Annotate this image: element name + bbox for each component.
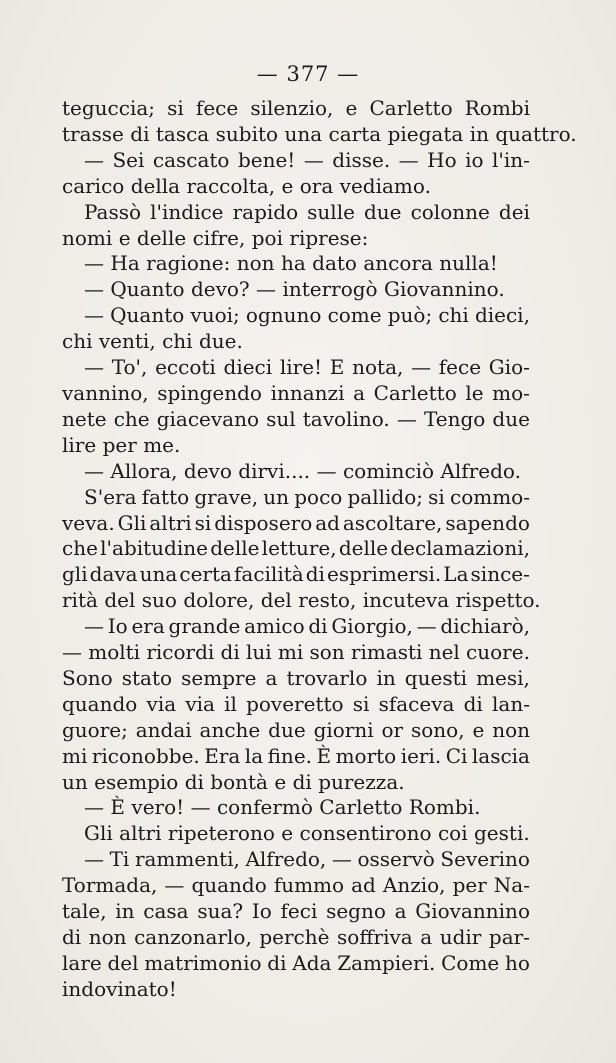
word: cuore.: [466, 640, 530, 665]
word: ad: [315, 510, 340, 535]
word: a: [394, 899, 407, 924]
word: a: [265, 665, 278, 690]
word: colonne: [410, 199, 490, 224]
word: nota,: [352, 355, 404, 380]
page-number: — 377 —: [256, 62, 360, 86]
word: Rombi: [464, 96, 530, 120]
word: trovarlo: [286, 665, 368, 690]
word: vuoi;: [190, 303, 240, 328]
word: canzonarlo,: [134, 925, 252, 949]
word: spingendo: [157, 380, 262, 405]
text-line: [62, 666, 530, 692]
word: ho: [505, 950, 530, 975]
word: due: [268, 717, 306, 742]
word: vero!: [131, 795, 185, 820]
word: fece: [195, 96, 239, 120]
text-line: [62, 485, 530, 511]
word: Carletto: [319, 795, 403, 820]
word: e: [472, 717, 485, 742]
word: ragione:: [146, 251, 231, 276]
word: Severino: [440, 847, 530, 872]
word: Giorgio,: [331, 614, 413, 639]
word: sfaceva: [378, 691, 455, 716]
word: ripeterono: [167, 821, 275, 846]
word: devo: [183, 458, 232, 483]
word: sua?: [197, 899, 244, 924]
word: quando: [191, 873, 267, 898]
word: vediamo.: [339, 173, 431, 198]
word: poi: [251, 225, 283, 250]
word: l'in-: [492, 147, 530, 172]
word: —: [164, 873, 185, 898]
text-line: [62, 407, 530, 433]
word: e: [281, 821, 294, 846]
word: —: [84, 458, 104, 483]
word: Na-: [493, 873, 530, 898]
word: certa: [179, 562, 232, 587]
word: bene!: [237, 147, 296, 172]
word: commo-: [450, 484, 530, 509]
text-line: [62, 174, 530, 200]
word: esprimersi.: [326, 562, 442, 587]
word: chi: [62, 329, 93, 354]
word: delle: [136, 225, 187, 250]
word: disposero: [214, 510, 313, 535]
word: si: [167, 96, 184, 120]
word: del: [104, 588, 136, 613]
word: dato: [312, 251, 357, 276]
word: —: [84, 355, 104, 380]
word: di: [130, 121, 150, 146]
text-line: [62, 718, 530, 744]
word: Come: [441, 950, 500, 975]
word: sempre: [181, 665, 257, 690]
word: —: [256, 277, 277, 302]
word: cascato: [152, 147, 230, 172]
word: lan-: [492, 691, 530, 716]
word: giacevano: [156, 406, 260, 431]
word: molti: [88, 640, 141, 665]
text-line: [62, 251, 530, 277]
word: due.: [198, 329, 243, 354]
word: Ti: [109, 847, 130, 872]
word: Ada: [292, 950, 332, 975]
word: rità: [62, 588, 98, 613]
word: consentirono: [299, 821, 432, 846]
text-line: [62, 614, 530, 640]
word: non: [88, 925, 127, 949]
word: Zampieri.: [337, 950, 436, 975]
word: devo?: [190, 277, 250, 302]
word: ricordi: [146, 640, 215, 665]
word: sulle: [307, 199, 355, 224]
word: cominciò: [342, 458, 435, 483]
word: lascia: [471, 743, 530, 768]
word: —: [331, 847, 352, 872]
word: resto,: [298, 588, 357, 613]
word: io: [465, 147, 484, 172]
word: a: [353, 380, 366, 405]
word: di: [292, 769, 312, 794]
word: mi: [62, 743, 88, 768]
word: via: [185, 691, 215, 716]
word: perchè: [259, 925, 330, 949]
word: grande: [168, 614, 241, 639]
word: non: [492, 717, 530, 742]
word: ad: [351, 873, 376, 898]
text-line: [62, 795, 530, 821]
word: sapendo: [445, 510, 530, 535]
text-line: [62, 899, 530, 925]
text-line: [62, 381, 530, 407]
word: guore;: [62, 717, 128, 742]
word: par-: [488, 925, 530, 949]
word: ascoltare,: [342, 510, 443, 535]
text-line: [62, 303, 530, 329]
word: può;: [387, 303, 433, 328]
word: una: [139, 562, 178, 587]
word: purezza.: [318, 769, 405, 794]
word: —: [316, 458, 337, 483]
text-line: [62, 121, 577, 148]
word: e: [345, 96, 358, 120]
word: Alfredo,: [245, 847, 327, 872]
word: ieri.: [400, 743, 442, 768]
word: Allora,: [110, 458, 178, 483]
word: dava: [89, 562, 138, 587]
word: Alfredo.: [440, 458, 521, 483]
word: fine.: [267, 743, 313, 768]
word: per: [102, 432, 137, 457]
word: sono,: [411, 717, 465, 742]
word: che: [113, 406, 150, 431]
word: Anzio,: [382, 873, 446, 898]
word: un: [263, 484, 290, 509]
word: osservò: [357, 847, 435, 872]
word: poveretto: [246, 691, 344, 716]
word: coi: [437, 821, 468, 846]
word: carta: [328, 121, 382, 146]
word: sul: [266, 406, 296, 431]
word: È: [316, 743, 332, 768]
word: E: [329, 355, 345, 380]
word: una: [284, 121, 323, 146]
word: Io: [107, 614, 128, 639]
word: —: [416, 614, 437, 639]
text-line: [62, 821, 530, 847]
word: innanzi: [270, 380, 345, 405]
word: —: [62, 640, 82, 665]
word: suo: [141, 588, 177, 613]
word: —: [396, 406, 417, 431]
word: del: [260, 588, 292, 613]
word: Gli: [84, 821, 113, 846]
word: tavolino.: [302, 406, 390, 431]
word: trasse: [62, 121, 124, 146]
word: teguccia;: [62, 96, 156, 120]
word: via: [146, 691, 177, 716]
word: casa: [143, 899, 189, 924]
text-line: [62, 459, 530, 485]
word: gesti.: [474, 821, 530, 846]
word: le: [465, 380, 484, 405]
word: rispetto.: [455, 588, 541, 613]
text-line: [62, 873, 530, 899]
word: si: [352, 691, 370, 716]
word: Quanto: [110, 303, 185, 328]
text-line: [62, 925, 530, 951]
text-line: [62, 355, 530, 381]
word: altri: [119, 821, 162, 846]
word: dei: [498, 199, 530, 224]
text-line: [62, 277, 530, 303]
word: si: [194, 510, 212, 535]
word: per: [452, 873, 487, 898]
word: lare: [62, 950, 102, 975]
word: amico: [244, 614, 305, 639]
word: andai: [135, 717, 192, 742]
word: fummo: [273, 873, 345, 898]
word: quattro.: [495, 121, 577, 146]
word: Quanto: [110, 277, 185, 302]
word: mo-: [492, 380, 530, 405]
word: son: [309, 640, 345, 665]
word: era: [131, 614, 165, 639]
word: Sono: [62, 665, 113, 690]
body-text: [62, 96, 577, 1003]
word: facilità: [234, 562, 304, 587]
word: Giovannino: [415, 899, 530, 924]
word: quando: [62, 691, 138, 716]
word: veva.: [62, 510, 115, 535]
word: disse.: [332, 147, 391, 172]
word: —: [84, 277, 104, 302]
word: —: [190, 795, 211, 820]
word: To',: [111, 355, 148, 380]
word: nulla!: [439, 251, 498, 276]
word: di: [184, 769, 204, 794]
word: fatto: [141, 484, 190, 509]
word: venti,: [98, 329, 156, 354]
text-line: [62, 744, 530, 770]
word: indovinato!: [62, 976, 177, 1001]
word: dolore,: [183, 588, 255, 613]
word: l'indice: [150, 199, 224, 224]
word: fece: [438, 355, 482, 380]
text-line: [62, 847, 530, 873]
word: della: [130, 173, 181, 198]
word: Rombi.: [408, 795, 481, 820]
text-line: [62, 511, 530, 537]
word: rapido: [232, 199, 299, 224]
text-line: [62, 148, 530, 174]
word: or: [381, 717, 404, 742]
text-line: [62, 640, 530, 666]
word: carico: [62, 173, 125, 198]
word: mesi,: [476, 665, 530, 690]
word: piegata: [387, 121, 464, 146]
text-line: [62, 329, 530, 355]
word: incuteva: [362, 588, 450, 613]
word: nete: [62, 406, 107, 431]
word: —: [303, 147, 324, 172]
word: di: [267, 950, 287, 975]
word: dieci,: [474, 303, 530, 328]
text-line: [62, 951, 530, 977]
word: Passò: [84, 199, 142, 224]
word: come: [327, 303, 382, 328]
word: —: [84, 795, 104, 820]
word: un: [62, 769, 88, 794]
word: due: [492, 406, 530, 431]
word: —: [84, 847, 104, 872]
text-line: [62, 200, 530, 226]
word: La: [443, 562, 469, 587]
word: subito: [215, 121, 279, 146]
word: ognuno: [245, 303, 322, 328]
word: —: [84, 147, 104, 172]
word: È: [110, 795, 125, 820]
word: morto: [335, 743, 397, 768]
word: confermò: [216, 795, 313, 820]
word: di: [463, 691, 483, 716]
word: soffriva: [337, 925, 413, 949]
word: Ci: [445, 743, 468, 768]
word: lui: [245, 640, 272, 665]
word: S'era: [84, 484, 137, 509]
text-line: [62, 770, 530, 796]
word: di: [308, 614, 328, 639]
word: di: [220, 640, 240, 665]
word: cifre,: [192, 225, 246, 250]
word: Era: [204, 743, 241, 768]
text-line: [62, 588, 541, 614]
word: a: [420, 925, 433, 949]
word: tasca: [155, 121, 210, 146]
word: —: [84, 303, 104, 328]
word: declamazioni,: [390, 536, 530, 561]
word: Carletto: [373, 380, 457, 405]
word: e: [274, 769, 287, 794]
word: me.: [143, 432, 181, 457]
word: si: [428, 484, 445, 509]
word: due: [363, 199, 402, 224]
word: —: [84, 251, 104, 276]
word: in: [376, 665, 396, 690]
word: Gio-: [488, 355, 530, 380]
word: Gli: [117, 510, 147, 535]
word: Tengo: [423, 406, 486, 431]
word: raccolta,: [186, 173, 276, 198]
word: rammenti,: [134, 847, 240, 872]
word: Ho: [427, 147, 457, 172]
word: eccoti: [155, 355, 216, 380]
word: nomi: [62, 225, 113, 250]
word: riconobbe.: [91, 743, 200, 768]
word: e: [281, 173, 294, 198]
word: mi: [277, 640, 304, 665]
word: questi: [404, 665, 468, 690]
word: delle: [338, 536, 389, 561]
word: altri: [149, 510, 192, 535]
word: non: [236, 251, 275, 276]
word: since-: [470, 562, 530, 587]
text-line: [62, 536, 530, 562]
word: matrimonio: [144, 950, 262, 975]
text-line: [62, 226, 530, 252]
word: lire!: [279, 355, 323, 380]
word: l'abitudine: [100, 536, 208, 561]
word: lire: [62, 432, 97, 457]
text-line: [62, 562, 530, 588]
word: chi: [162, 329, 193, 354]
word: —: [84, 614, 104, 639]
word: tale,: [62, 899, 107, 924]
word: nel: [428, 640, 460, 665]
word: pallido;: [347, 484, 423, 509]
word: delle: [210, 536, 260, 561]
word: rimasti: [350, 640, 423, 665]
word: interrogò: [282, 277, 378, 302]
word: stato: [121, 665, 173, 690]
text-line: [62, 977, 530, 1003]
word: Ha: [110, 251, 140, 276]
word: silenzio,: [250, 96, 334, 120]
word: Giovannino.: [383, 277, 505, 302]
word: Io: [251, 899, 272, 924]
word: di: [305, 562, 325, 587]
word: poco: [294, 484, 343, 509]
word: in: [115, 899, 135, 924]
word: ora: [299, 173, 334, 198]
word: feci: [280, 899, 318, 924]
word: anche: [199, 717, 261, 742]
word: segno: [326, 899, 386, 924]
word: dieci: [223, 355, 273, 380]
word: esempio: [94, 769, 179, 794]
word: che: [62, 536, 98, 561]
word: riprese:: [289, 225, 369, 250]
word: la: [244, 743, 264, 768]
text-line: [62, 433, 530, 459]
word: letture,: [261, 536, 337, 561]
word: e: [118, 225, 131, 250]
word: ha: [280, 251, 306, 276]
word: —: [398, 147, 419, 172]
word: di: [62, 925, 82, 949]
word: dichiarò,: [440, 614, 530, 639]
word: del: [107, 950, 139, 975]
word: —: [411, 355, 432, 380]
word: udir: [439, 925, 482, 949]
word: chi: [438, 303, 469, 328]
word: Tormada,: [62, 873, 158, 898]
word: Sei: [112, 147, 145, 172]
word: il: [224, 691, 237, 716]
word: ancora: [363, 251, 433, 276]
word: giorni: [313, 717, 374, 742]
word: gli: [62, 562, 88, 587]
word: grave,: [194, 484, 259, 509]
word: in: [469, 121, 489, 146]
word: bontà: [210, 769, 268, 794]
word: dirvi....: [238, 458, 311, 483]
word: Carletto: [369, 96, 453, 120]
text-line: [62, 96, 530, 122]
word: vannino,: [62, 380, 149, 405]
text-line: [62, 692, 530, 718]
